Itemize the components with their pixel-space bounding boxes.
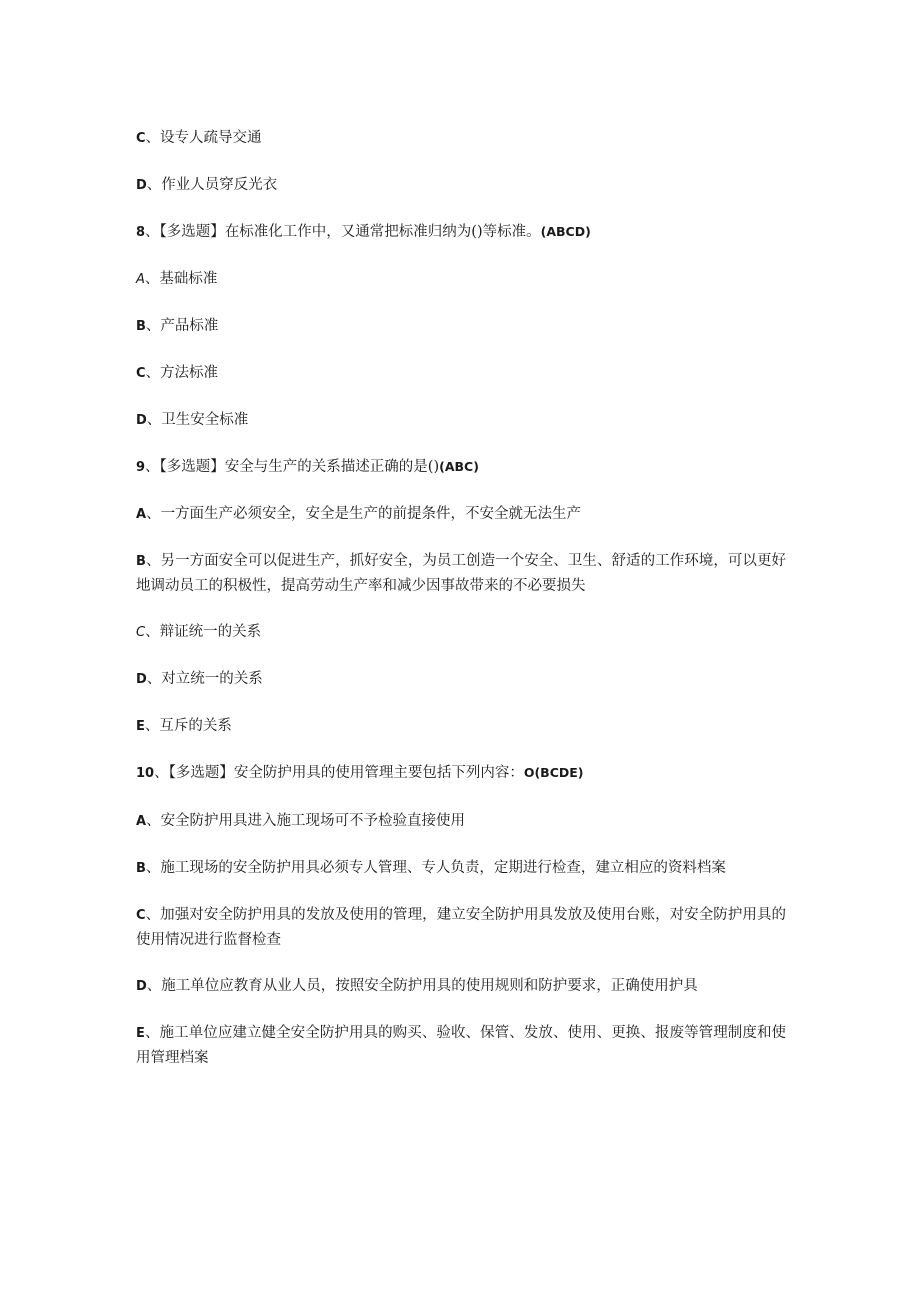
option-sep: 、 — [145, 624, 160, 640]
option-text: 设专人疏导交通 — [160, 130, 262, 146]
question-type-tag: 【多选题】 — [168, 765, 234, 781]
option-label: B — [136, 319, 146, 334]
option-d-opposition — [136, 667, 786, 692]
option-label: D — [136, 979, 147, 994]
option-text: 施工单位应教育从业人员，按照安全防护用具的使用规则和防护要求，正确使用护具 — [161, 978, 698, 994]
option-b-safety-promotes — [136, 549, 786, 598]
option-text: 另一方面安全可以促进生产，抓好安全，为员工创造一个安全、卫生、舒适的工作环境，可以更好地调动员工的积极性，提高劳动生产率和减少因事故带来的不必要损失 — [136, 553, 787, 594]
option-label: C — [136, 625, 146, 640]
option-text: 基础标准 — [159, 271, 218, 287]
option-b-product — [136, 314, 786, 339]
option-sep: 、 — [145, 907, 161, 923]
option-sep: 、 — [146, 506, 161, 522]
option-sep: 、 — [145, 553, 161, 569]
option-d-reflective — [136, 173, 786, 198]
question-answer: (ABC) — [439, 459, 479, 474]
option-c-dialectical — [136, 620, 786, 645]
option-c-method — [136, 361, 786, 386]
option-e-mutual-exclusion — [136, 714, 786, 739]
option-sep: 、 — [145, 365, 161, 381]
option-label: B — [136, 861, 146, 876]
question-sep: 、 — [145, 224, 160, 240]
option-text: 产品标准 — [160, 318, 219, 334]
option-label: D — [136, 178, 147, 193]
question-number: 8 — [136, 225, 146, 240]
option-c-distribution-ledger — [136, 903, 786, 952]
question-number: 9 — [136, 460, 146, 475]
option-a-basic — [136, 267, 786, 292]
option-label: C — [136, 131, 146, 146]
question-text: 安全与生产的关系描述正确的是() — [224, 459, 440, 475]
option-label: E — [136, 1026, 145, 1041]
option-sep: 、 — [145, 860, 161, 876]
option-text: 互斥的关系 — [159, 718, 232, 734]
option-sep: 、 — [144, 718, 160, 734]
option-sep: 、 — [146, 813, 161, 829]
question-text: 安全防护用具的使用管理主要包括下列内容： — [233, 765, 524, 781]
option-sep: 、 — [144, 1025, 160, 1041]
option-c-traffic — [136, 126, 786, 151]
option-a-no-inspection — [136, 809, 786, 834]
option-text: 辩证统一的关系 — [159, 624, 262, 640]
option-text: 作业人员穿反光衣 — [161, 177, 278, 193]
question-type-tag: 【多选题】 — [159, 459, 225, 475]
question-number: 10 — [136, 766, 155, 781]
option-sep: 、 — [145, 130, 161, 146]
option-text: 方法标准 — [160, 365, 219, 381]
option-sep: 、 — [145, 318, 161, 334]
option-text: 安全防护用具进入施工现场可不予检验直接使用 — [160, 813, 466, 829]
option-sep: 、 — [146, 412, 162, 428]
question-answer: (ABCD) — [540, 224, 591, 239]
option-sep: 、 — [146, 177, 162, 193]
option-text: 加强对安全防护用具的发放及使用的管理，建立安全防护用具发放及使用台账，对安全防护用具的使用情况进行监督检查 — [136, 907, 787, 948]
question-8 — [136, 220, 786, 245]
question-9 — [136, 455, 786, 480]
option-label: A — [136, 272, 145, 287]
option-d-education — [136, 974, 786, 999]
question-10 — [136, 761, 786, 786]
option-label: A — [136, 507, 147, 522]
option-label: A — [136, 814, 147, 829]
option-sep: 、 — [146, 671, 162, 687]
option-sep: 、 — [144, 271, 160, 287]
question-answer: O(BCDE) — [523, 765, 584, 780]
option-b-dedicated-management — [136, 856, 786, 881]
option-text: 施工现场的安全防护用具必须专人管理、专人负责，定期进行检查，建立相应的资料档案 — [160, 860, 726, 876]
option-label: D — [136, 413, 147, 428]
option-label: B — [136, 554, 146, 569]
option-label: C — [136, 908, 146, 923]
option-label: E — [136, 719, 145, 734]
option-label: C — [136, 366, 146, 381]
option-sep: 、 — [146, 978, 162, 994]
question-sep: 、 — [154, 765, 169, 781]
option-label: D — [136, 672, 147, 687]
option-text: 卫生安全标准 — [161, 412, 249, 428]
option-text: 施工单位应建立健全安全防护用具的购买、验收、保管、发放、使用、更换、报废等管理制度和使用管理档案 — [136, 1025, 787, 1066]
option-d-hygiene — [136, 408, 786, 433]
option-text: 一方面生产必须安全，安全是生产的前提条件，不安全就无法生产 — [160, 506, 582, 522]
option-e-management-system — [136, 1021, 786, 1070]
option-text: 对立统一的关系 — [161, 671, 263, 687]
option-a-safety-prerequisite — [136, 502, 786, 527]
question-type-tag: 【多选题】 — [159, 224, 225, 240]
question-sep: 、 — [145, 459, 160, 475]
question-text: 在标准化工作中，又通常把标准归纳为()等标准。 — [224, 224, 541, 240]
